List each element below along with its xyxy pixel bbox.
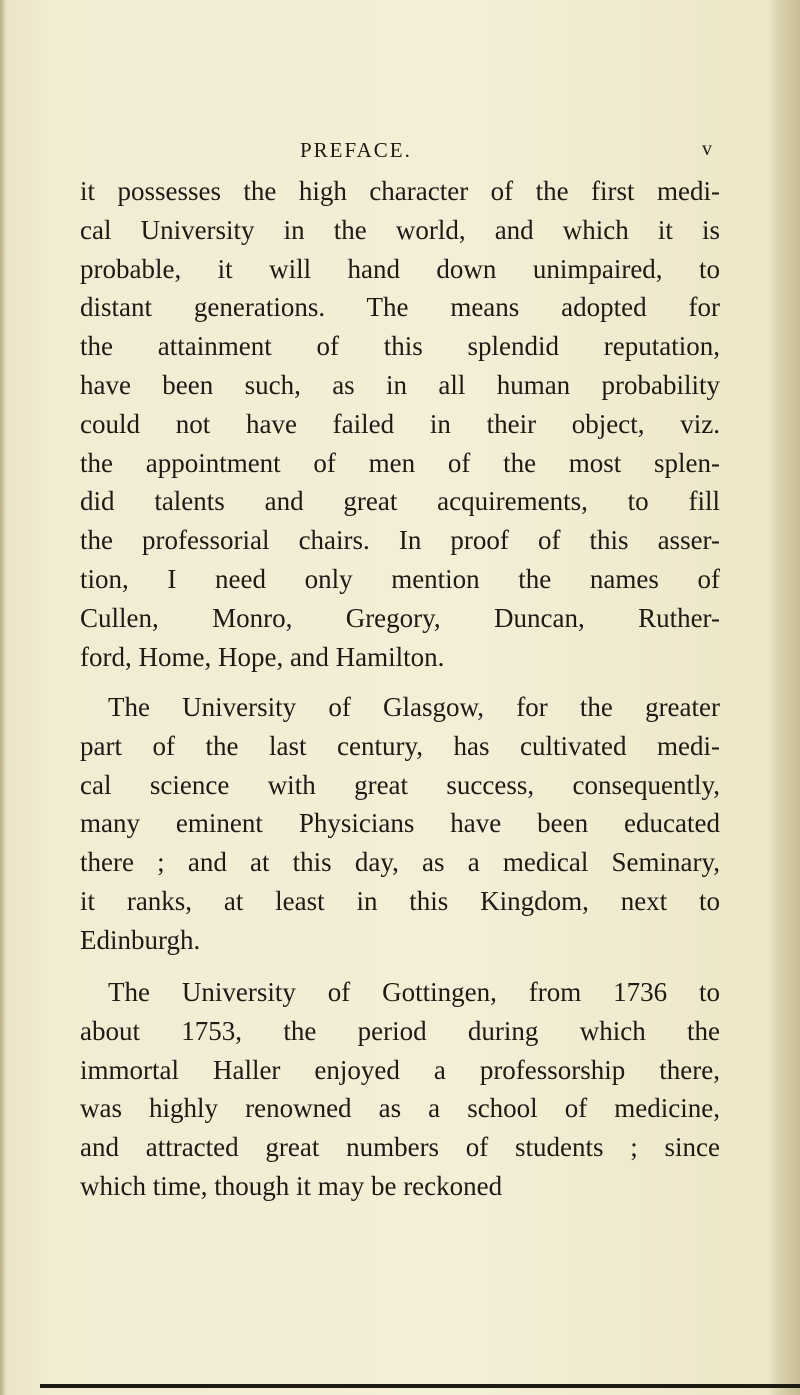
text-line: many eminent Physicians have been educated bbox=[80, 808, 720, 839]
text-line: there ; and at this day, as a medical Seminary, bbox=[80, 847, 720, 878]
text-line: did talents and great acquirements, to fill bbox=[80, 486, 720, 517]
text-line: Cullen, Monro, Gregory, Duncan, Ruther- bbox=[80, 602, 720, 633]
text-line: probable, it will hand down unimpaired, to bbox=[80, 253, 720, 284]
text-line: was highly renowned as a school of medicine, bbox=[80, 1093, 720, 1124]
paragraph-3 bbox=[80, 973, 720, 1206]
text-line: part of the last century, has cultivated medi- bbox=[80, 730, 720, 761]
page-number: v bbox=[702, 138, 712, 160]
text-line: distant generations. The means adopted for bbox=[80, 292, 720, 323]
text-line: Edinburgh. bbox=[80, 924, 201, 955]
text-line: The University of Gottingen, from 1736 to bbox=[108, 977, 720, 1007]
page-header bbox=[80, 138, 720, 168]
text-line: could not have failed in their object, viz. bbox=[80, 408, 720, 439]
paragraph-1 bbox=[80, 172, 720, 676]
paragraph-2 bbox=[80, 688, 720, 960]
text-line: immortal Haller enjoyed a professorship there, bbox=[80, 1054, 720, 1085]
page-left-edge bbox=[0, 0, 6, 1395]
text-line: the attainment of this splendid reputation, bbox=[80, 331, 720, 362]
text-line: the professorial chairs. In proof of this asser- bbox=[80, 525, 720, 556]
text-line: cal science with great success, consequently, bbox=[80, 769, 720, 800]
text-line: cal University in the world, and which it is bbox=[80, 214, 720, 245]
page-right-edge bbox=[770, 0, 800, 1395]
text-line: the appointment of men of the most splen- bbox=[80, 447, 720, 478]
text-line: about 1753, the period during which the bbox=[80, 1015, 720, 1046]
text-line: and attracted great numbers of students ; since bbox=[80, 1132, 720, 1163]
text-line: it ranks, at least in this Kingdom, next to bbox=[80, 885, 720, 916]
text-line: ford, Home, Hope, and Hamilton. bbox=[80, 641, 445, 672]
text-line: have been such, as in all human probability bbox=[80, 369, 720, 400]
page-bottom-border bbox=[40, 1384, 800, 1388]
text-line: it possesses the high character of the first medi- bbox=[80, 176, 720, 206]
text-line: which time, though it may be reckoned bbox=[80, 1170, 503, 1201]
text-line: tion, I need only mention the names of bbox=[80, 563, 720, 594]
running-head: PREFACE. bbox=[300, 138, 412, 162]
text-line: The University of Glasgow, for the greater bbox=[108, 692, 720, 722]
